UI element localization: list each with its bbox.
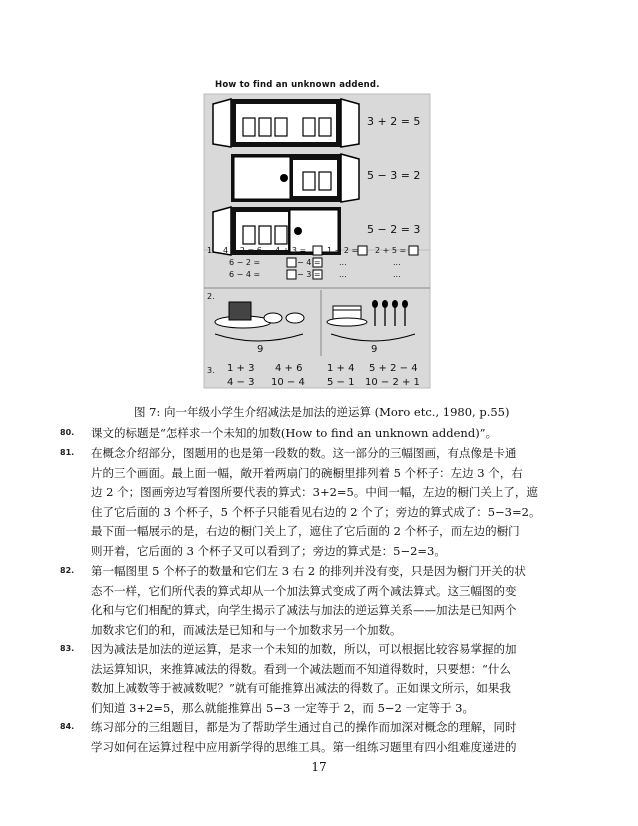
paragraph-line: 加数求它们的和，而减法是已知和与一个加数求另一个加数。 bbox=[91, 622, 402, 637]
exercise-3-item: 1 + 3 bbox=[227, 363, 255, 374]
exercise-1-item: ... bbox=[339, 258, 347, 267]
paragraph-line: 态不一样，它们所代表的算式却从一个加法算式变成了两个减法算式。这三幅图的变 bbox=[91, 583, 517, 598]
paragraph-line: 课文的标题是“怎样求一个未知的加数(How to find an unknown addend)”。 bbox=[91, 426, 498, 440]
equation-subtraction-2: 5 − 2 = 3 bbox=[367, 223, 421, 236]
exercise-1-item: 4 + 2 = 6 bbox=[223, 246, 262, 255]
exercise-1-item: 6 − 4 = bbox=[229, 270, 261, 279]
paragraph-line: 边 2 个；图画旁边写着图所要代表的算式：3+2=5。中间一幅，左边的橱门关上了，遮 bbox=[91, 485, 538, 500]
paragraph-line: 们知道 3+2=5，那么就能推算出 5−3 一定等于 2，而 5−2 一定等于 3。 bbox=[91, 700, 474, 715]
paragraph-number: 81. bbox=[60, 448, 75, 457]
figure-caption: 图 7: 向一年级小学生介绍减法是加法的逆运算 (Moro etc., 1980, p.55) bbox=[134, 405, 510, 419]
exercise-1-item: − 3 = bbox=[297, 270, 321, 279]
paragraph-number: 82. bbox=[60, 566, 75, 575]
paragraph-line: 住了它后面的 3 个杯子，5 个杯子只能看见右边的 2 个了；旁边的算式成了：5−3=2。 bbox=[91, 504, 541, 519]
paragraph-line: 练习部分的三组题目，都是为了帮助学生通过自己的操作而加深对概念的理解，同时 bbox=[91, 720, 517, 734]
exercise-2-sum-left: 9 bbox=[257, 344, 264, 355]
paragraph-line: 第一幅图里 5 个杯子的数量和它们左 3 右 2 的排列并没有变，只是因为橱门开关的状 bbox=[91, 564, 526, 578]
exercise-1-item: 6 − 2 = bbox=[229, 258, 261, 267]
cupboard-open bbox=[213, 99, 359, 147]
exercise-1-item: ... bbox=[339, 270, 347, 279]
paragraph-line: 片的三个画面。最上面一幅，敞开着两扇门的碗橱里排列着 5 个杯子：左边 3 个，右 bbox=[91, 465, 523, 480]
textbook-figure bbox=[203, 74, 433, 394]
paragraph bbox=[91, 444, 591, 562]
exercise-3-item: 4 + 6 bbox=[275, 363, 303, 374]
figure-title: How to find an unknown addend. bbox=[215, 80, 380, 90]
paragraph-line: 因为减法是加法的逆运算，是求一个未知的加数，所以，可以根据比较容易掌握的加 bbox=[91, 642, 517, 656]
paragraph-line: 在概念介绍部分，图题用的也是第一段数的数。这一部分的三幅图画，有点像是卡通 bbox=[91, 446, 517, 460]
paragraph-line: 学习如何在运算过程中应用新学得的思维工具。第一组练习题里有四小组难度递进的 bbox=[91, 739, 517, 754]
paragraph-line: 化和与它们相配的算式，向学生揭示了减法与加法的逆运算关系——加法是已知两个 bbox=[91, 603, 517, 618]
exercise-3-number: 3. bbox=[207, 366, 215, 375]
paragraph-number: 84. bbox=[60, 722, 75, 731]
exercise-3-item: 5 − 1 bbox=[327, 377, 355, 388]
exercise-1-item: 4 + 3 = bbox=[275, 246, 307, 255]
paragraph-number: 83. bbox=[60, 644, 75, 653]
paragraph-line: 则开着，它后面的 3 个杯子又可以看到了；旁边的算式是：5−2=3。 bbox=[91, 543, 446, 558]
exercise-1-item: ... bbox=[393, 258, 401, 267]
exercise-1-item: ... bbox=[393, 270, 401, 279]
paragraph bbox=[91, 718, 591, 757]
paragraph bbox=[91, 640, 591, 718]
exercise-1-item: − 4 = bbox=[297, 258, 321, 267]
equation-subtraction-1: 5 − 3 = 2 bbox=[367, 169, 421, 182]
paragraph bbox=[91, 424, 591, 444]
exercise-1-item: 1 + 2 = bbox=[327, 246, 359, 255]
exercise-3-item: 10 − 2 + 1 bbox=[365, 377, 420, 388]
equation-addition: 3 + 2 = 5 bbox=[367, 115, 421, 128]
paragraph-line: 数加上减数等于被减数呢？”就有可能推算出减法的得数了。正如课文所示，如果我 bbox=[91, 681, 511, 696]
page-number: 17 bbox=[311, 760, 327, 774]
exercise-3-item: 4 − 3 bbox=[227, 377, 255, 388]
exercise-1-item: 2 + 5 = bbox=[375, 246, 407, 255]
cupboard-left-closed bbox=[231, 154, 359, 202]
exercise-2-sum-right: 9 bbox=[371, 344, 378, 355]
paragraph bbox=[91, 562, 591, 640]
exercise-1-number: 1. bbox=[207, 246, 215, 255]
paragraph-line: 法运算知识，来推算减法的得数。看到一个减法题而不知道得数时，只要想：“什么 bbox=[91, 661, 511, 676]
paragraph-number: 80. bbox=[60, 428, 75, 437]
exercise-3-item: 10 − 4 bbox=[271, 377, 305, 388]
exercise-3-item: 1 + 4 bbox=[327, 363, 355, 374]
exercise-3-item: 5 + 2 − 4 bbox=[369, 363, 418, 374]
paragraph-line: 最下面一幅展示的是，右边的橱门关上了，遮住了它后面的 2 个杯子，而左边的橱门 bbox=[91, 524, 520, 539]
exercise-2-number: 2. bbox=[207, 292, 215, 301]
